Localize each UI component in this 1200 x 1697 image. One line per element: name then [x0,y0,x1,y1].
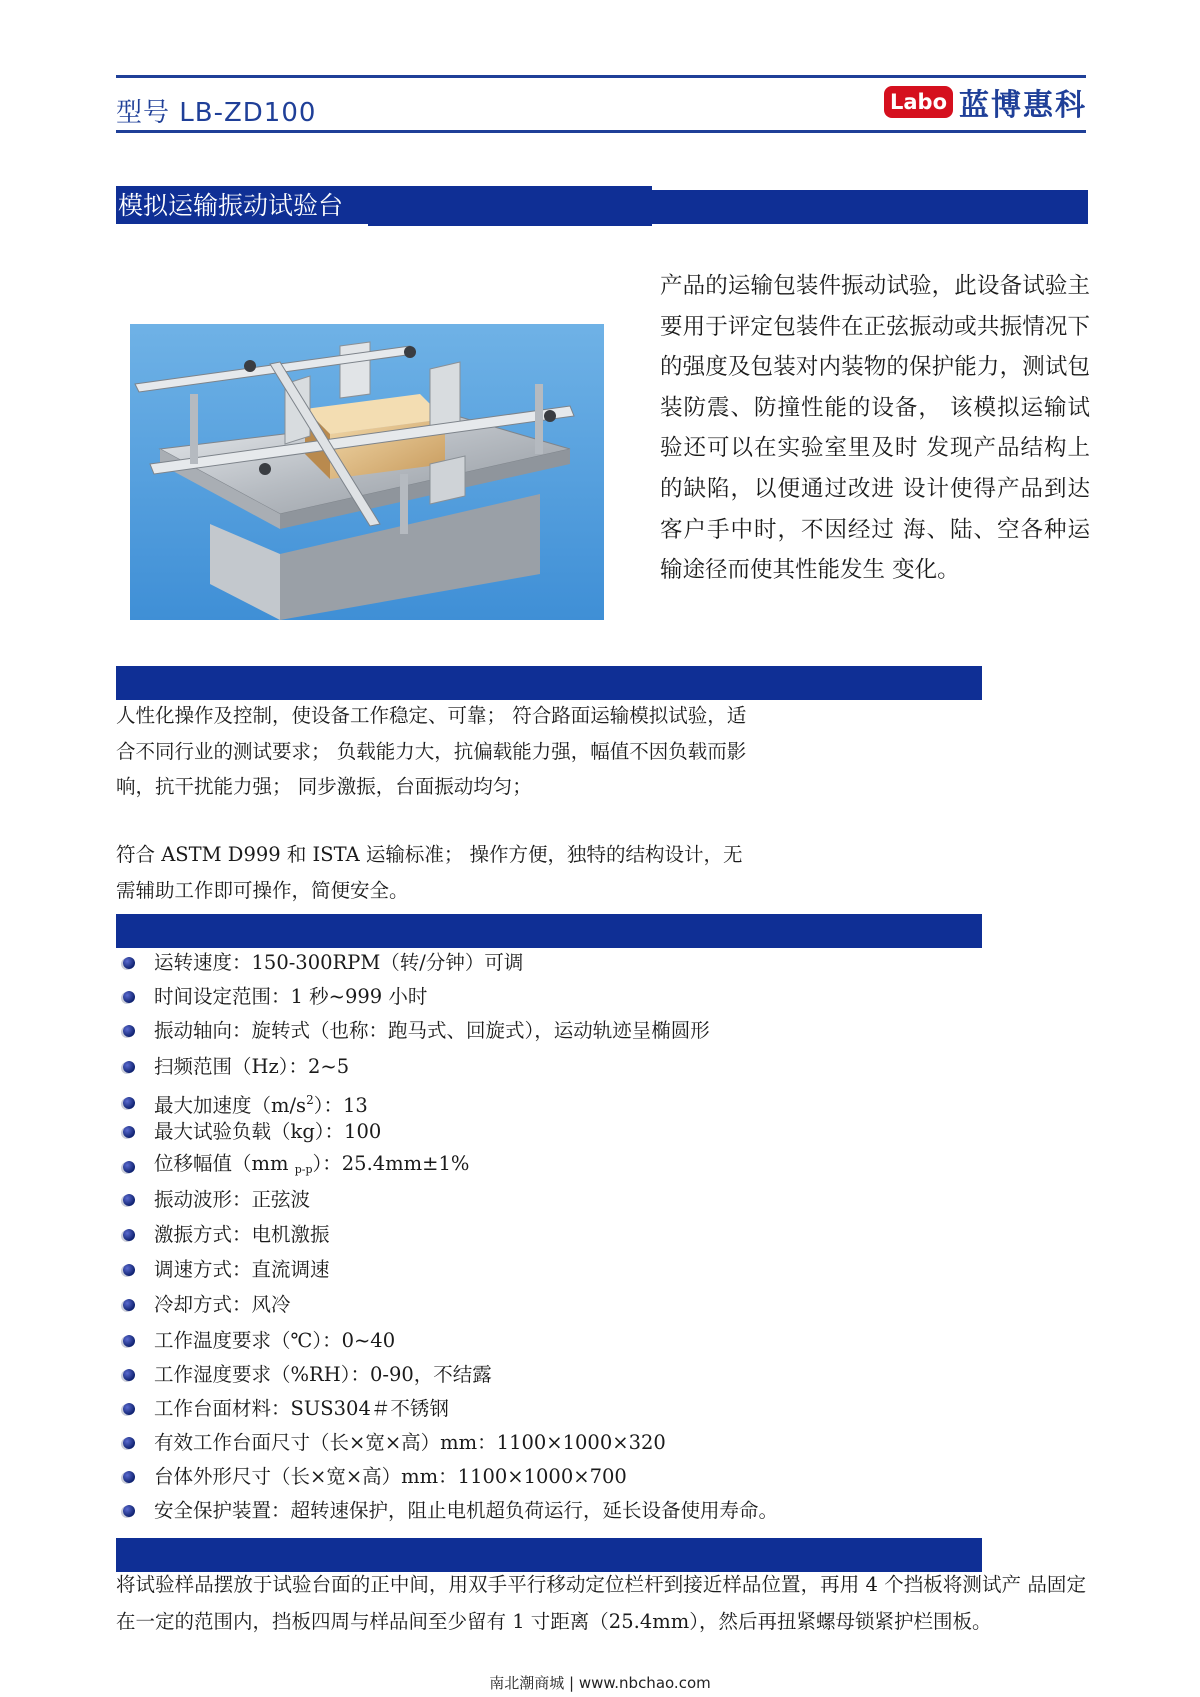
logo-badge: Labo [884,86,953,118]
spec-text: 工作温度要求（℃）：0~40 [154,1329,396,1352]
footer-text: 南北潮商城 | www.nbchao.com [489,1674,711,1692]
spec-text: 运转速度：150-300RPM（转/分钟）可调 [154,951,524,974]
title-underline [116,224,368,226]
list-item [116,1360,492,1390]
spec-text: 扫频范围（Hz）：2~5 [154,1055,350,1078]
list-item [116,1220,330,1250]
list-item [116,1428,666,1458]
bullet-icon [123,1369,135,1381]
usage-paragraph: 将试验样品摆放于试验台面的正中间，用双手平行移动定位栏杆到接近样品位置，再用 4 个挡板将测试产 品固定在一定的范围内，挡板四周与样品间至少留有 1 寸距离（25.4mm），然后再扭紧螺母锁紧护栏围板。 [116,1573,1086,1633]
bullet-icon [123,1403,135,1415]
list-item [116,1088,368,1118]
bullet-icon [123,1126,135,1138]
spec-text: 工作湿度要求（%RH）：0-90，不结露 [154,1363,492,1386]
list-item [116,1394,449,1424]
bullet-icon [123,1161,135,1173]
bullet-icon [123,1299,135,1311]
bullet-icon [123,1025,135,1037]
list-item [116,1185,310,1215]
bullet-icon [123,1061,135,1073]
spec-text: 调速方式：直流调速 [154,1258,330,1281]
list-item [116,1290,291,1320]
bullet-icon [123,1335,135,1347]
spec-text: 位移幅值（mm $_{p-p}$）：25.4mm±1% [154,1152,470,1176]
title-bar-extension [652,190,1088,224]
brand-logo [884,84,1088,123]
logo-text: 蓝博惠科 [959,88,1088,123]
bullet-icon [123,1194,135,1206]
bullet-icon [123,1229,135,1241]
section-bar-features [116,666,982,700]
bullet-icon [123,1097,135,1109]
spec-text: 时间设定范围：1 秒~999 小时 [154,985,428,1008]
spec-text: 激振方式：电机激振 [154,1223,330,1246]
features-paragraph-2: 符合 ASTM D999 和 ISTA 运输标准； 操作方便，独特的结构设计，无需辅助工作即可操作，简便安全。 [116,843,743,902]
model-number: 型号 LB-ZD100 [116,98,317,128]
bullet-icon [123,957,135,969]
spec-text: 安全保护装置：超转速保护，阻止电机超负荷运行，延长设备使用寿命。 [154,1499,779,1522]
bullet-icon [123,1264,135,1276]
list-item [116,1496,778,1526]
header-bottom-rule [116,130,1086,133]
spec-text: 冷却方式：风冷 [154,1293,291,1316]
spec-text: 振动波形：正弦波 [154,1188,311,1211]
features-paragraph-1: 人性化操作及控制，使设备工作稳定、可靠； 符合路面运输模拟试验，适合不同行业的测试要求； 负载能力大，抗偏载能力强，幅值不因负载而影响，抗干扰能力强； 同步激振，台面振动均匀； [116,704,747,798]
header-top-rule [116,75,1086,78]
intro-paragraph: 产品的运输包装件振动试验，此设备试验主要用于评定包装件在正弦振动或共振情况下的强度及包装对内装物的保护能力，测试包装防震、防撞性能的设备， 该模拟运输试验还可以在实验室里及时 发现产品结构上的缺陷，以便通过改进 设计使得产品到达客户手中时，不因经过 海、陆、空各种运输途径而使其性能发生 变化。 [660,273,1090,584]
list-item [116,1462,627,1492]
spec-text: 台体外形尺寸（长×宽×高）mm：1100×1000×700 [154,1465,627,1488]
product-photo-vibration-table-icon [130,324,604,620]
spec-text: 振动轴向：旋转式（也称：跑马式、回旋式），运动轨迹呈椭圆形 [154,1019,710,1042]
bullet-icon [123,991,135,1003]
list-item [116,1117,381,1147]
list-item [116,1052,349,1082]
bullet-icon [123,1437,135,1449]
section-bar-specs [116,914,982,948]
spec-text: 最大试验负载（kg）：100 [154,1120,382,1143]
spec-text: 最大加速度$(m/s^2)$：13 [154,1093,368,1117]
bullet-icon [123,1471,135,1483]
list-item [116,982,427,1012]
list-item [116,1255,330,1285]
spec-text: 工作台面材料：SUS304＃不锈钢 [154,1397,449,1420]
list-item [116,1016,710,1046]
list-item [116,1326,395,1356]
bullet-icon [123,1505,135,1517]
list-item [116,948,523,978]
spec-text: 有效工作台面尺寸（长×宽×高）mm：1100×1000×320 [154,1431,666,1454]
page-title: 模拟运输振动试验台 [116,186,349,226]
list-item [116,1152,469,1182]
